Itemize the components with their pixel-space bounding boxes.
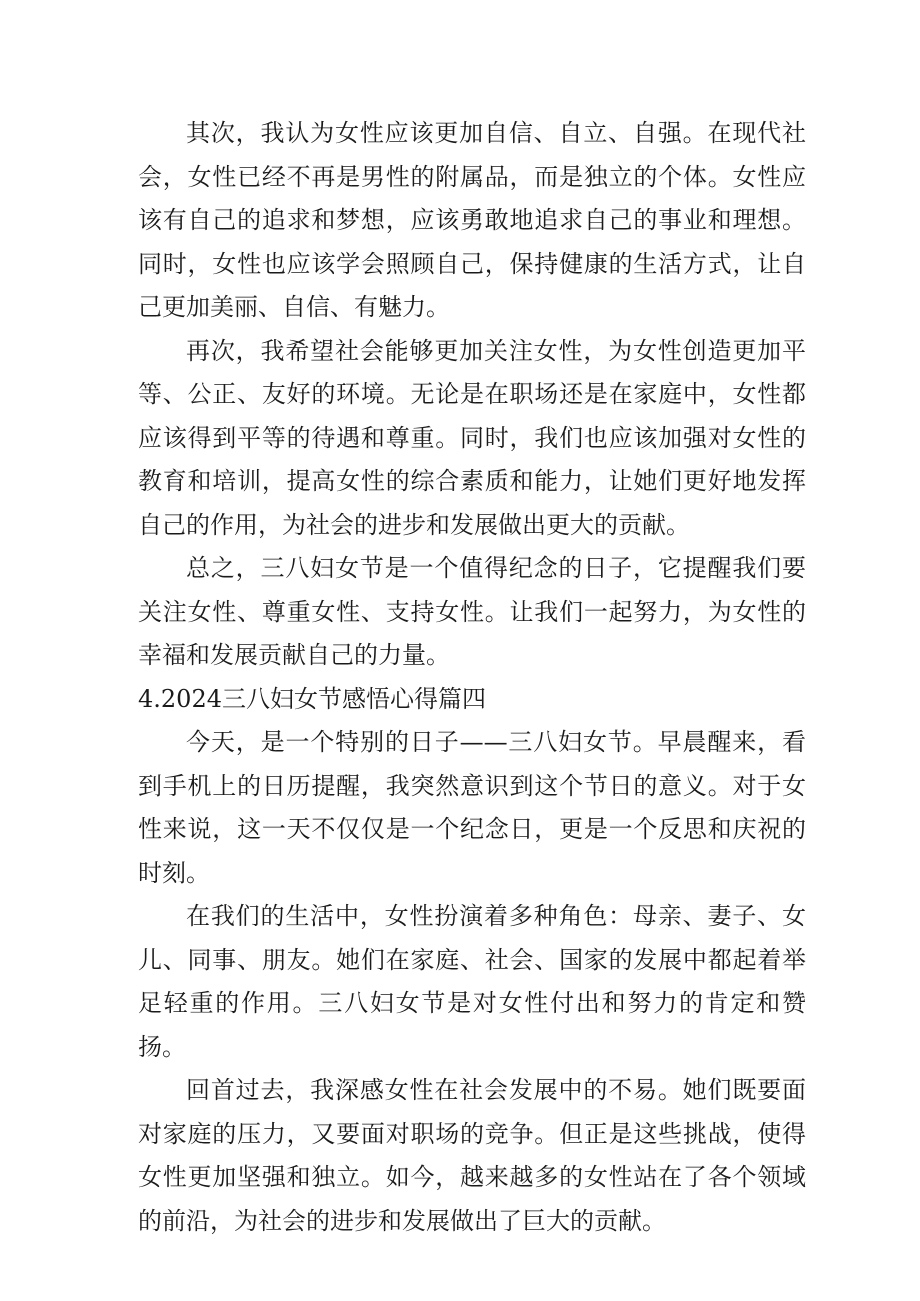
paragraph-conclusion: 总之，三八妇女节是一个值得纪念的日子，它提醒我们要关注女性、尊重女性、支持女性。让我们一起努力，为女性的幸福和发展贡献自己的力量。 <box>138 554 806 669</box>
paragraph-roles: 在我们的生活中，女性扮演着多种角色：母亲、妻子、女儿、同事、朋友。她们在家庭、社会、国家的发展中都起着举足轻重的作用。三八妇女节是对女性付出和努力的肯定和赞扬。 <box>138 902 806 1061</box>
document-body <box>138 112 806 1243</box>
paragraph-second-point: 其次，我认为女性应该更加自信、自立、自强。在现代社会，女性已经不再是男性的附属品，而是独立的个体。女性应该有自己的追求和梦想，应该勇敢地追求自己的事业和理想。同时，女性也应该学会照顾自己，保持健康的生活方式，让自己更加美丽、自信、有魅力。 <box>138 119 806 321</box>
section-heading: 4.2024三八妇女节感悟心得篇四 <box>138 684 486 713</box>
paragraph-today: 今天，是一个特别的日子——三八妇女节。早晨醒来，看到手机上的日历提醒，我突然意识到这个节日的意义。对于女性来说，这一天不仅仅是一个纪念日，更是一个反思和庆祝的时刻。 <box>138 728 806 887</box>
paragraph-look-back: 回首过去，我深感女性在社会发展中的不易。她们既要面对家庭的压力，又要面对职场的竞争。但正是这些挑战，使得女性更加坚强和独立。如今，越来越多的女性站在了各个领域的前沿，为社会的进步和发展做出了巨大的贡献。 <box>138 1076 806 1235</box>
paragraph-third-point: 再次，我希望社会能够更加关注女性，为女性创造更加平等、公正、友好的环境。无论是在职场还是在家庭中，女性都应该得到平等的待遇和尊重。同时，我们也应该加强对女性的教育和培训，提高女性的综合素质和能力，让她们更好地发挥自己的作用，为社会的进步和发展做出更大的贡献。 <box>138 336 806 539</box>
